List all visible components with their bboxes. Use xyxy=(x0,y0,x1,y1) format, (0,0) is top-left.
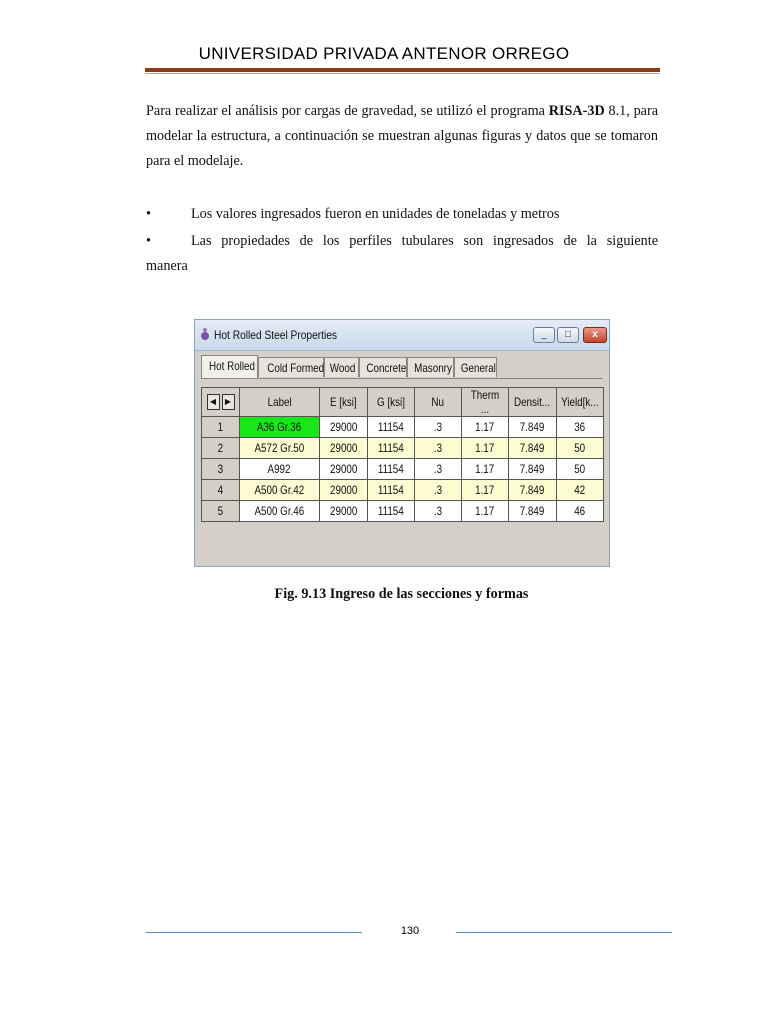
cell-label[interactable]: A572 Gr.50 xyxy=(240,438,320,459)
cell-therm[interactable]: 1.17 xyxy=(462,417,509,438)
column-header-label[interactable]: Label xyxy=(240,388,320,417)
cell-yield[interactable]: 36 xyxy=(557,417,604,438)
cell-therm[interactable]: 1.17 xyxy=(462,501,509,522)
bullet-text: Los valores ingresados fueron en unidades de toneladas y metros xyxy=(191,206,560,222)
table-row xyxy=(202,480,604,501)
intro-text-end: 8.1, para modelar la estructura, a continuación se muestran algunas figuras y datos que se tomaron para el modelaje. xyxy=(146,103,658,169)
cell-label[interactable]: A36 Gr.36 xyxy=(240,417,320,438)
cell-nu[interactable]: .3 xyxy=(415,501,462,522)
column-header-nu[interactable]: Nu xyxy=(415,388,462,417)
table-row xyxy=(202,459,604,480)
minimize-button[interactable]: _ xyxy=(533,327,555,343)
bullet-icon: • xyxy=(146,206,151,222)
cell-label[interactable]: A500 Gr.42 xyxy=(240,480,320,501)
column-header-g[interactable]: G [ksi] xyxy=(368,388,415,417)
cell-e[interactable]: 29000 xyxy=(320,480,368,501)
cell-e[interactable]: 29000 xyxy=(320,459,368,480)
cell-g[interactable]: 11154 xyxy=(368,438,415,459)
page-header-title: UNIVERSIDAD PRIVADA ANTENOR ORREGO xyxy=(198,44,570,63)
cell-therm[interactable]: 1.17 xyxy=(462,480,509,501)
tab-masonry[interactable]: Masonry xyxy=(407,357,454,377)
bullet-text-line1: Las propiedades de los perfiles tubulares son ingresados de la siguiente xyxy=(191,233,658,249)
next-arrow-icon[interactable]: ▶ xyxy=(222,394,235,410)
maximize-button[interactable]: □ xyxy=(557,327,579,343)
cell-therm[interactable]: 1.17 xyxy=(462,459,509,480)
row-number[interactable]: 3 xyxy=(202,459,240,480)
close-button[interactable]: x xyxy=(583,327,607,343)
cell-label[interactable]: A992 xyxy=(240,459,320,480)
tab-cold-formed[interactable]: Cold Formed xyxy=(258,357,324,377)
prev-arrow-icon[interactable]: ◀ xyxy=(207,394,220,410)
tab-divider xyxy=(201,378,603,379)
page-number: 130 xyxy=(400,925,420,937)
cell-yield[interactable]: 50 xyxy=(557,438,604,459)
cell-density[interactable]: 7.849 xyxy=(509,480,557,501)
bullet-item-units xyxy=(146,202,658,227)
cell-e[interactable]: 29000 xyxy=(320,417,368,438)
cell-g[interactable]: 11154 xyxy=(368,417,415,438)
header-divider-thin xyxy=(145,73,660,74)
window-titlebar[interactable] xyxy=(195,320,609,351)
row-nav-controls xyxy=(202,388,240,417)
cell-g[interactable]: 11154 xyxy=(368,480,415,501)
column-header-e[interactable]: E [ksi] xyxy=(320,388,368,417)
row-number[interactable]: 2 xyxy=(202,438,240,459)
cell-g[interactable]: 11154 xyxy=(368,459,415,480)
cell-yield[interactable]: 50 xyxy=(557,459,604,480)
figure-caption: Fig. 9.13 Ingreso de las secciones y formas xyxy=(274,586,529,602)
cell-nu[interactable]: .3 xyxy=(415,459,462,480)
row-number[interactable]: 4 xyxy=(202,480,240,501)
cell-nu[interactable]: .3 xyxy=(415,417,462,438)
bullet-item-properties xyxy=(146,229,658,279)
cell-nu[interactable]: .3 xyxy=(415,480,462,501)
cell-density[interactable]: 7.849 xyxy=(509,438,557,459)
row-number[interactable]: 5 xyxy=(202,501,240,522)
header-divider xyxy=(145,68,660,72)
cell-nu[interactable]: .3 xyxy=(415,438,462,459)
table-row xyxy=(202,438,604,459)
bullet-text-line2: manera xyxy=(146,258,188,274)
cell-e[interactable]: 29000 xyxy=(320,501,368,522)
column-header-density[interactable]: Densit... xyxy=(509,388,557,417)
cell-density[interactable]: 7.849 xyxy=(509,459,557,480)
cell-yield[interactable]: 42 xyxy=(557,480,604,501)
tab-concrete[interactable]: Concrete xyxy=(359,357,407,377)
tab-hot-rolled[interactable]: Hot Rolled xyxy=(201,355,258,379)
cell-g[interactable]: 11154 xyxy=(368,501,415,522)
program-name: RISA-3D xyxy=(548,103,605,119)
cell-density[interactable]: 7.849 xyxy=(509,417,557,438)
table-row xyxy=(202,417,604,438)
footer-rule-right xyxy=(456,932,672,933)
risa-app-icon xyxy=(200,327,210,341)
tab-wood[interactable]: Wood xyxy=(324,357,359,377)
tab-general[interactable]: General xyxy=(454,357,497,377)
properties-table xyxy=(201,387,604,522)
cell-e[interactable]: 29000 xyxy=(320,438,368,459)
intro-text-start: Para realizar el análisis por cargas de gravedad, se utilizó el programa xyxy=(146,103,549,119)
intro-paragraph xyxy=(146,99,658,174)
column-header-yield[interactable]: Yield[k... xyxy=(557,388,604,417)
bullet-icon: • xyxy=(146,233,151,249)
footer-rule-left xyxy=(146,932,362,933)
cell-density[interactable]: 7.849 xyxy=(509,501,557,522)
row-number[interactable]: 1 xyxy=(202,417,240,438)
table-header-row xyxy=(202,388,604,417)
column-header-therm[interactable]: Therm ... xyxy=(462,388,509,417)
cell-yield[interactable]: 46 xyxy=(557,501,604,522)
window-title: Hot Rolled Steel Properties xyxy=(214,328,338,342)
cell-therm[interactable]: 1.17 xyxy=(462,438,509,459)
table-row xyxy=(202,501,604,522)
cell-label[interactable]: A500 Gr.46 xyxy=(240,501,320,522)
steel-properties-window xyxy=(194,319,610,567)
